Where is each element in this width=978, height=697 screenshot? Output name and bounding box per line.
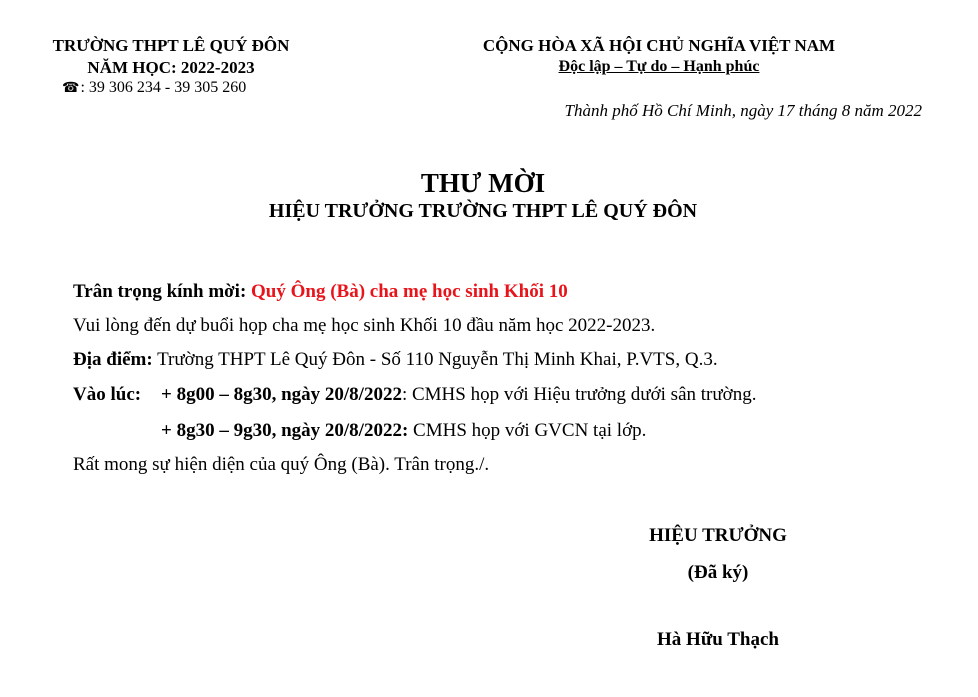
school-name: TRƯỜNG THPT LÊ QUÝ ĐÔN — [52, 36, 290, 55]
location-label: Địa điểm: — [73, 349, 153, 370]
schedule-line-2 — [161, 420, 646, 442]
national-title: CỘNG HÒA XÃ HỘI CHỦ NGHĨA VIỆT NAM — [482, 36, 836, 55]
place-date: Thành phố Hồ Chí Minh, ngày 17 tháng 8 năm 2022 — [564, 101, 922, 120]
document-subtitle: HIỆU TRƯỞNG TRƯỜNG THPT LÊ QUÝ ĐÔN — [268, 200, 698, 222]
location-line — [73, 349, 718, 371]
national-motto — [400, 58, 918, 76]
invite-target: Quý Ông (Bà) cha mẹ học sinh Khối 10 — [251, 281, 568, 302]
schedule-time-1: + 8g00 – 8g30, ngày 20/8/2022 — [161, 384, 402, 405]
time-label: Vào lúc: — [73, 384, 142, 405]
phone-numbers: : 39 306 234 - 39 305 260 — [80, 79, 247, 96]
schedule-time-2: + 8g30 – 9g30, ngày 20/8/2022: — [161, 420, 409, 441]
motto-text: Độc lập – Tự do – Hạnh phúc — [558, 58, 760, 75]
schedule-desc-2: CMHS họp với GVCN tại lớp. — [408, 420, 647, 441]
school-phone — [62, 79, 246, 97]
invite-label: Trân trọng kính mời: — [73, 281, 252, 302]
schedule-desc-1: : CMHS họp với Hiệu trưởng dưới sân trường. — [401, 384, 757, 405]
closing-line: Rất mong sự hiện diện của quý Ông (Bà). Trân trọng./. — [73, 454, 490, 475]
schedule-line-1 — [73, 384, 756, 406]
signature-name: Hà Hữu Thạch — [657, 629, 779, 650]
phone-icon: ☎ — [62, 81, 80, 96]
signature-signed: (Đã ký) — [687, 562, 749, 583]
school-year: NĂM HỌC: 2022-2023 — [87, 58, 255, 77]
document-title: THƯ MỜI — [420, 168, 546, 198]
invite-line — [73, 281, 568, 303]
request-line: Vui lòng đến dự buổi họp cha mẹ học sinh Khối 10 đầu năm học 2022-2023. — [73, 315, 656, 336]
location-text: Trường THPT Lê Quý Đôn - Số 110 Nguyễn Thị Minh Khai, P.VTS, Q.3. — [152, 349, 718, 370]
signature-title: HIỆU TRƯỞNG — [649, 525, 787, 546]
